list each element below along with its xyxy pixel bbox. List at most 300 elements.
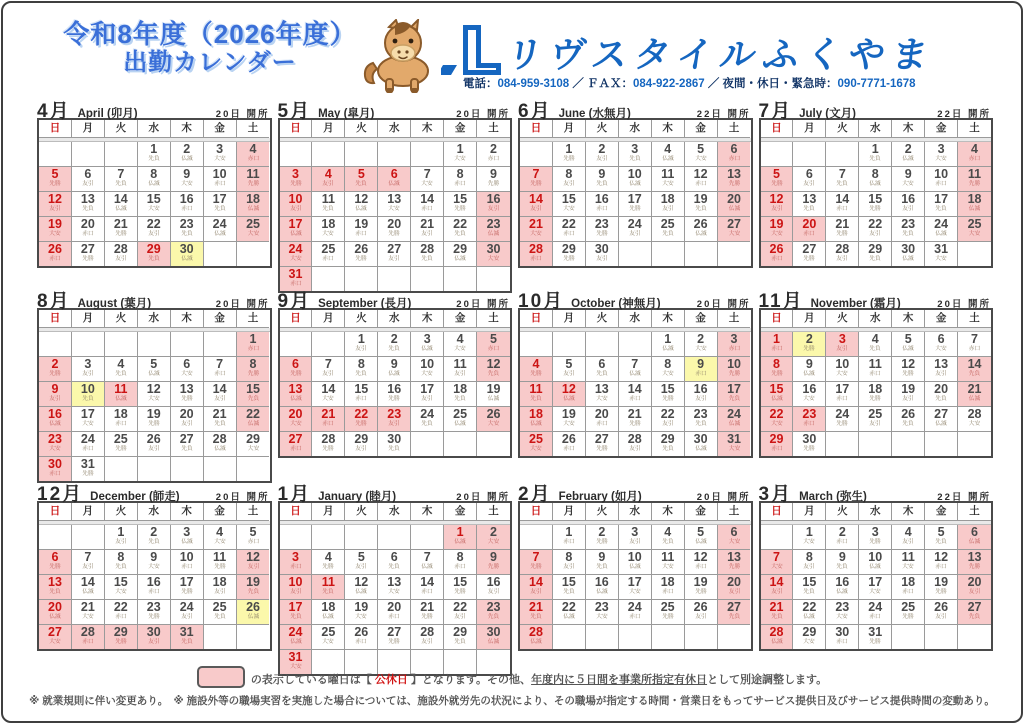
day-cell bbox=[312, 625, 345, 650]
day-number: 7 bbox=[772, 550, 780, 564]
rokuyo-label: 先負 bbox=[147, 256, 160, 262]
day-cell bbox=[826, 550, 859, 575]
weekday-header: 水 bbox=[138, 503, 171, 521]
rokuyo-label: 先負 bbox=[115, 564, 127, 570]
rokuyo-label: 先負 bbox=[388, 346, 400, 352]
day-cell bbox=[345, 242, 378, 267]
day-number: 6 bbox=[805, 167, 813, 181]
rokuyo-label: 先勝 bbox=[147, 421, 160, 427]
rokuyo-label: 先勝 bbox=[869, 206, 881, 212]
rokuyo-label: 仏滅 bbox=[487, 231, 500, 237]
day-number: 29 bbox=[660, 432, 675, 446]
day-number: 4 bbox=[249, 142, 257, 156]
rokuyo-label: 仏滅 bbox=[935, 231, 947, 237]
weekday-header: 金 bbox=[444, 310, 477, 328]
rokuyo-label: 仏滅 bbox=[694, 446, 707, 452]
month-block bbox=[37, 286, 272, 483]
rokuyo-label: 先勝 bbox=[563, 256, 575, 262]
day-cell bbox=[925, 332, 958, 357]
day-number: 24 bbox=[627, 217, 642, 231]
rokuyo-label: 先負 bbox=[454, 396, 466, 402]
rokuyo-label: 友引 bbox=[803, 564, 816, 570]
day-cell bbox=[859, 407, 892, 432]
day-cell bbox=[411, 600, 444, 625]
day-cell bbox=[826, 242, 859, 266]
empty-cell bbox=[718, 242, 751, 266]
rokuyo-label: 先勝 bbox=[628, 421, 641, 427]
rokuyo-label: 仏滅 bbox=[628, 371, 641, 377]
day-cell bbox=[444, 550, 477, 575]
day-cell bbox=[444, 167, 477, 192]
weekday-header: 木 bbox=[411, 310, 444, 328]
rokuyo-label: 赤口 bbox=[836, 396, 849, 402]
day-cell bbox=[761, 575, 794, 600]
day-cell bbox=[171, 167, 204, 192]
day-cell bbox=[718, 432, 751, 456]
day-cell bbox=[553, 142, 586, 167]
month-header bbox=[758, 479, 994, 505]
day-cell bbox=[280, 575, 313, 600]
month-header bbox=[277, 479, 513, 505]
day-cell bbox=[685, 550, 718, 575]
rokuyo-label: 先勝 bbox=[115, 639, 127, 645]
day-cell bbox=[411, 357, 444, 382]
empty-cell bbox=[105, 142, 138, 167]
rokuyo-label: 仏滅 bbox=[147, 371, 160, 377]
day-number: 18 bbox=[868, 382, 883, 396]
rokuyo-label: 先負 bbox=[902, 421, 914, 427]
rokuyo-label: 大安 bbox=[147, 206, 160, 212]
day-cell bbox=[958, 382, 991, 407]
rokuyo-label: 友引 bbox=[530, 206, 542, 212]
day-cell bbox=[280, 550, 313, 575]
rokuyo-label: 大安 bbox=[935, 156, 947, 162]
day-number: 1 bbox=[664, 332, 672, 346]
day-number: 3 bbox=[730, 332, 738, 346]
day-cell bbox=[237, 407, 270, 432]
day-cell bbox=[586, 382, 619, 407]
weekday-header: 月 bbox=[793, 503, 826, 521]
day-cell bbox=[520, 192, 553, 217]
empty-cell bbox=[171, 457, 204, 481]
contact-num: 084-959-3108 bbox=[497, 78, 570, 90]
empty-cell bbox=[586, 625, 619, 649]
day-cell bbox=[826, 332, 859, 357]
rokuyo-label: 大安 bbox=[421, 371, 433, 377]
day-number: 24 bbox=[179, 600, 194, 614]
day-cell bbox=[586, 575, 619, 600]
day-number: 29 bbox=[146, 242, 161, 256]
rokuyo-label: 仏滅 bbox=[180, 256, 193, 262]
rokuyo-label: 友引 bbox=[487, 206, 500, 212]
day-cell bbox=[204, 217, 237, 242]
month-calendar bbox=[37, 118, 272, 268]
month-open-days: 22日 開所 bbox=[696, 109, 751, 120]
day-number: 8 bbox=[456, 167, 464, 181]
days-grid bbox=[520, 142, 751, 266]
day-number: 14 bbox=[769, 575, 784, 589]
rokuyo-label: 友引 bbox=[454, 614, 466, 620]
day-number: 15 bbox=[453, 575, 468, 589]
day-cell bbox=[652, 600, 685, 625]
day-cell bbox=[138, 432, 171, 457]
empty-cell bbox=[925, 625, 958, 649]
month-open-days: 20日 開所 bbox=[215, 299, 270, 310]
rokuyo-label: 赤口 bbox=[147, 589, 160, 595]
weekday-header: 火 bbox=[826, 310, 859, 328]
month-open-days: 22日 開所 bbox=[937, 109, 991, 120]
day-cell bbox=[171, 382, 204, 407]
month-number: 2月 bbox=[518, 484, 552, 505]
rokuyo-label: 先負 bbox=[902, 231, 914, 237]
day-number: 1 bbox=[772, 332, 780, 346]
empty-cell bbox=[138, 332, 171, 357]
rokuyo-label: 大安 bbox=[869, 589, 881, 595]
rokuyo-label: 仏滅 bbox=[530, 421, 542, 427]
day-cell bbox=[718, 192, 751, 217]
day-number: 31 bbox=[727, 432, 741, 446]
rokuyo-label: 先勝 bbox=[454, 206, 466, 212]
day-number: 26 bbox=[934, 600, 949, 614]
rokuyo-label: 赤口 bbox=[115, 421, 127, 427]
day-cell bbox=[477, 357, 510, 382]
month-header bbox=[37, 286, 272, 312]
weekday-header: 木 bbox=[171, 310, 204, 328]
empty-cell bbox=[520, 142, 553, 167]
day-cell bbox=[411, 550, 444, 575]
day-number: 6 bbox=[84, 167, 92, 181]
day-number: 4 bbox=[971, 142, 978, 156]
day-number: 16 bbox=[486, 192, 501, 206]
day-cell bbox=[793, 242, 826, 266]
rokuyo-label: 先負 bbox=[322, 589, 335, 595]
rokuyo-label: 友引 bbox=[115, 256, 127, 262]
day-number: 2 bbox=[51, 357, 59, 371]
day-cell bbox=[378, 217, 411, 242]
month-number: 11月 bbox=[758, 291, 804, 312]
day-number: 7 bbox=[838, 167, 846, 181]
day-number: 29 bbox=[113, 625, 128, 639]
rokuyo-label: 友引 bbox=[694, 396, 707, 402]
day-number: 13 bbox=[594, 382, 609, 396]
day-cell bbox=[444, 407, 477, 432]
rokuyo-label: 友引 bbox=[49, 206, 61, 212]
day-cell bbox=[477, 525, 510, 550]
day-number: 28 bbox=[627, 432, 642, 446]
day-number: 5 bbox=[697, 525, 705, 539]
rokuyo-label: 大安 bbox=[935, 256, 947, 262]
rokuyo-label: 先勝 bbox=[596, 539, 608, 545]
day-number: 7 bbox=[117, 167, 125, 181]
rokuyo-label: 先勝 bbox=[115, 231, 127, 237]
day-cell bbox=[793, 332, 826, 357]
rokuyo-label: 友引 bbox=[803, 181, 816, 187]
day-number: 12 bbox=[354, 575, 369, 589]
empty-cell bbox=[138, 457, 171, 481]
empty-cell bbox=[586, 332, 619, 357]
day-number: 1 bbox=[150, 142, 158, 156]
day-number: 26 bbox=[693, 217, 708, 231]
rokuyo-label: 先負 bbox=[421, 421, 433, 427]
rokuyo-label: 仏滅 bbox=[355, 589, 368, 595]
day-number: 21 bbox=[529, 600, 543, 614]
day-cell bbox=[520, 357, 553, 382]
day-number: 30 bbox=[387, 432, 402, 446]
day-number: 19 bbox=[354, 600, 369, 614]
rokuyo-label: 大安 bbox=[213, 156, 226, 162]
empty-cell bbox=[204, 625, 237, 649]
day-cell bbox=[378, 575, 411, 600]
day-number: 6 bbox=[390, 550, 398, 564]
day-cell bbox=[958, 525, 991, 550]
month-header bbox=[37, 96, 272, 122]
day-cell bbox=[105, 167, 138, 192]
empty-cell bbox=[444, 432, 477, 456]
day-number: 28 bbox=[113, 242, 128, 256]
rokuyo-label: 大安 bbox=[289, 421, 302, 427]
day-number: 5 bbox=[51, 167, 59, 181]
day-cell bbox=[171, 142, 204, 167]
day-cell bbox=[586, 357, 619, 382]
contact-num: 090-7771-1678 bbox=[837, 78, 916, 90]
day-cell bbox=[520, 217, 553, 242]
day-cell bbox=[72, 550, 105, 575]
rokuyo-label: 大安 bbox=[902, 564, 914, 570]
day-number: 22 bbox=[146, 217, 161, 231]
day-number: 19 bbox=[246, 575, 260, 589]
rokuyo-label: 赤口 bbox=[836, 206, 849, 212]
day-number: 12 bbox=[693, 167, 708, 181]
day-cell bbox=[105, 432, 138, 457]
day-cell bbox=[652, 192, 685, 217]
day-number: 28 bbox=[321, 432, 336, 446]
rokuyo-label: 仏滅 bbox=[836, 589, 849, 595]
day-cell bbox=[826, 575, 859, 600]
day-cell bbox=[345, 357, 378, 382]
rokuyo-label: 先勝 bbox=[596, 446, 608, 452]
day-cell bbox=[586, 407, 619, 432]
rokuyo-label: 先負 bbox=[82, 206, 94, 212]
rokuyo-label: 先勝 bbox=[247, 371, 259, 377]
rokuyo-label: 先勝 bbox=[213, 564, 226, 570]
rokuyo-label: 友引 bbox=[628, 231, 641, 237]
rokuyo-label: 友引 bbox=[289, 589, 302, 595]
rokuyo-label: 先勝 bbox=[322, 564, 335, 570]
day-number: 12 bbox=[693, 550, 708, 564]
months-grid bbox=[37, 96, 993, 676]
day-number: 18 bbox=[660, 192, 675, 206]
day-number: 6 bbox=[730, 525, 738, 539]
day-cell bbox=[761, 192, 794, 217]
day-number: 15 bbox=[868, 192, 883, 206]
day-cell bbox=[345, 332, 378, 357]
empty-cell bbox=[958, 625, 991, 649]
day-cell bbox=[171, 575, 204, 600]
day-cell bbox=[793, 550, 826, 575]
day-cell bbox=[826, 192, 859, 217]
weekday-header: 月 bbox=[553, 120, 586, 138]
days-grid bbox=[39, 525, 270, 649]
rokuyo-label: 先負 bbox=[661, 231, 674, 237]
day-number: 25 bbox=[453, 407, 468, 421]
rokuyo-label: 大安 bbox=[322, 396, 335, 402]
weekday-header: 日 bbox=[280, 120, 313, 138]
day-number: 29 bbox=[769, 432, 784, 446]
day-number: 6 bbox=[390, 167, 398, 181]
rokuyo-label: 友引 bbox=[421, 231, 433, 237]
day-cell bbox=[685, 575, 718, 600]
contact-label: 電話： bbox=[463, 78, 498, 90]
day-cell bbox=[859, 192, 892, 217]
day-cell bbox=[718, 142, 751, 167]
empty-cell bbox=[619, 625, 652, 649]
day-number: 19 bbox=[354, 217, 369, 231]
empty-cell bbox=[652, 242, 685, 266]
day-number: 2 bbox=[183, 142, 191, 156]
day-cell bbox=[925, 142, 958, 167]
day-number: 14 bbox=[967, 357, 982, 371]
day-number: 14 bbox=[835, 192, 850, 206]
day-cell bbox=[204, 167, 237, 192]
day-cell bbox=[793, 217, 826, 242]
day-number: 10 bbox=[212, 167, 227, 181]
day-cell bbox=[345, 550, 378, 575]
rokuyo-label: 友引 bbox=[487, 589, 500, 595]
weekday-header: 木 bbox=[171, 503, 204, 521]
rokuyo-label: 仏滅 bbox=[49, 614, 61, 620]
day-cell bbox=[171, 217, 204, 242]
day-cell bbox=[520, 407, 553, 432]
day-number: 7 bbox=[216, 357, 224, 371]
day-number: 22 bbox=[561, 217, 576, 231]
day-number: 1 bbox=[456, 525, 464, 539]
day-cell bbox=[105, 242, 138, 266]
rokuyo-label: 大安 bbox=[968, 231, 981, 237]
day-cell bbox=[72, 575, 105, 600]
day-number: 4 bbox=[871, 332, 879, 346]
day-number: 3 bbox=[631, 525, 639, 539]
days-grid bbox=[39, 142, 270, 266]
day-number: 19 bbox=[693, 575, 708, 589]
day-cell bbox=[280, 192, 313, 217]
day-cell bbox=[138, 575, 171, 600]
day-number: 11 bbox=[453, 357, 467, 371]
day-cell bbox=[685, 167, 718, 192]
day-number: 24 bbox=[80, 432, 95, 446]
day-number: 31 bbox=[179, 625, 194, 639]
day-number: 25 bbox=[529, 432, 543, 446]
day-cell bbox=[477, 407, 510, 432]
month-header bbox=[758, 96, 994, 122]
weekday-header: 木 bbox=[171, 120, 204, 138]
rokuyo-label: 先負 bbox=[968, 614, 981, 620]
day-cell bbox=[444, 192, 477, 217]
empty-cell bbox=[39, 525, 72, 550]
day-number: 14 bbox=[627, 382, 642, 396]
day-cell bbox=[859, 382, 892, 407]
weekday-header-row bbox=[280, 503, 511, 521]
empty-cell bbox=[718, 625, 751, 649]
day-cell bbox=[619, 550, 652, 575]
day-number: 29 bbox=[561, 242, 576, 256]
rokuyo-label: 赤口 bbox=[836, 539, 849, 545]
day-number: 16 bbox=[486, 575, 501, 589]
day-number: 21 bbox=[769, 600, 784, 614]
day-cell bbox=[72, 357, 105, 382]
day-number: 14 bbox=[529, 192, 543, 206]
rokuyo-label: 大安 bbox=[289, 256, 302, 262]
day-number: 14 bbox=[212, 382, 227, 396]
rokuyo-label: 先勝 bbox=[322, 446, 335, 452]
month-block bbox=[759, 96, 994, 268]
day-cell bbox=[553, 525, 586, 550]
rokuyo-label: 赤口 bbox=[728, 346, 740, 352]
day-cell bbox=[586, 525, 619, 550]
day-cell bbox=[586, 242, 619, 266]
rokuyo-label: 先負 bbox=[355, 371, 368, 377]
day-number: 27 bbox=[594, 432, 609, 446]
rokuyo-label: 仏滅 bbox=[487, 396, 500, 402]
day-number: 1 bbox=[805, 525, 813, 539]
day-number: 6 bbox=[730, 142, 738, 156]
rokuyo-label: 先負 bbox=[487, 614, 500, 620]
day-cell bbox=[652, 525, 685, 550]
empty-cell bbox=[72, 332, 105, 357]
day-number: 19 bbox=[146, 407, 161, 421]
weekday-header-row bbox=[520, 120, 751, 138]
weekday-header-row bbox=[280, 310, 511, 328]
rokuyo-label: 赤口 bbox=[355, 231, 368, 237]
weekday-header: 土 bbox=[237, 310, 270, 328]
day-number: 30 bbox=[835, 625, 850, 639]
legend-part: 年度内に５日間を事業所指定有休日 bbox=[531, 674, 708, 686]
day-number: 18 bbox=[212, 575, 227, 589]
rokuyo-label: 先勝 bbox=[388, 396, 400, 402]
rokuyo-label: 大安 bbox=[968, 421, 981, 427]
day-number: 13 bbox=[179, 382, 194, 396]
rokuyo-label: 赤口 bbox=[803, 421, 816, 427]
rokuyo-label: 大安 bbox=[770, 231, 783, 237]
month-header bbox=[518, 286, 753, 312]
rokuyo-label: 先勝 bbox=[487, 181, 500, 187]
rokuyo-label: 友引 bbox=[82, 564, 94, 570]
day-cell bbox=[39, 407, 72, 432]
rokuyo-label: 赤口 bbox=[869, 371, 881, 377]
rokuyo-label: 赤口 bbox=[487, 346, 500, 352]
day-number: 8 bbox=[357, 357, 365, 371]
weekday-header-row bbox=[39, 120, 270, 138]
legend-part: 公休日 bbox=[374, 674, 408, 686]
day-cell bbox=[280, 357, 313, 382]
rokuyo-label: 大安 bbox=[661, 371, 674, 377]
rokuyo-label: 仏滅 bbox=[694, 539, 707, 545]
empty-cell bbox=[72, 525, 105, 550]
rokuyo-label: 友引 bbox=[388, 421, 400, 427]
weekday-header: 金 bbox=[685, 503, 718, 521]
day-cell bbox=[312, 167, 345, 192]
weekday-header: 火 bbox=[345, 310, 378, 328]
day-number: 2 bbox=[838, 525, 846, 539]
rokuyo-label: 仏滅 bbox=[968, 206, 981, 212]
day-number: 3 bbox=[423, 332, 431, 346]
day-number: 18 bbox=[529, 407, 543, 421]
rokuyo-label: 先負 bbox=[661, 539, 674, 545]
weekday-header: 水 bbox=[619, 310, 652, 328]
day-cell bbox=[859, 575, 892, 600]
day-cell bbox=[105, 525, 138, 550]
day-number: 21 bbox=[835, 217, 850, 231]
day-cell bbox=[718, 357, 751, 382]
